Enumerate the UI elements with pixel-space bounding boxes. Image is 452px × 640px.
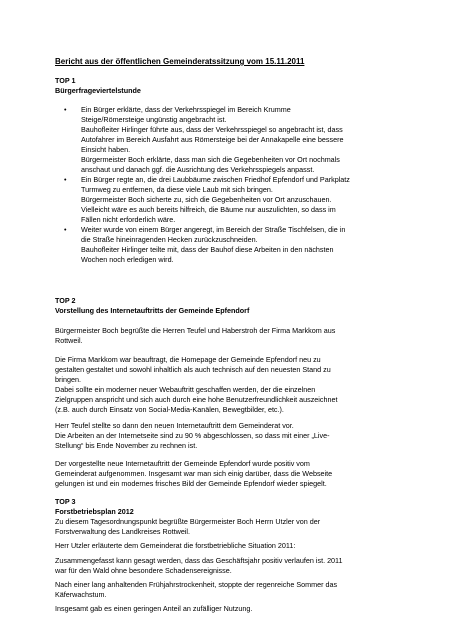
list-item: [55, 225, 400, 265]
paragraph-line: Die Arbeiten an der Internetseite sind zu 90 % abgeschlossen, so dass mit einer „Live-: [55, 431, 330, 440]
item-line: Bürgermeister Boch erklärte, dass man sich die Gegebenheiten vor Ort nochmals: [81, 155, 340, 164]
report-title: Bericht aus der öffentlichen Gemeinderatssitzung vom 15.11.2011: [55, 57, 305, 66]
top1-section: [55, 76, 400, 96]
paragraph-line: gestalten gestaltet und sowohl inhaltlich als auch technisch auf den neuesten Stand zu: [55, 365, 331, 374]
paragraph-line: Herr Teufel stellte so dann den neuen Internetauftritt dem Gemeinderat vor.: [55, 421, 294, 430]
paragraph-line: gelungen ist und ein modernes frisches Bild der Gemeinde Epfendorf wieder spiegelt.: [55, 479, 327, 488]
top3-heading: TOP 3: [55, 497, 76, 506]
paragraph-line: Dabei sollte ein moderner neuer Webauftritt geschaffen werden, der die einzelnen: [55, 385, 316, 394]
item-line: Fällen nicht erforderlich wäre.: [81, 215, 176, 224]
item-line: Bauhofleiter Hirlinger führte aus, dass der Verkehrsspiegel so angebracht ist, dass: [81, 125, 343, 134]
item-line: anschaut und danach ggf. die Ausrichtung des Verkehrsspiegels anpasst.: [81, 165, 315, 174]
bullet-icon: •: [64, 175, 67, 184]
item-line: Ein Bürger regte an, die drei Laubbäume zwischen Friedhof Epfendorf und Parkplatz: [81, 175, 350, 184]
paragraph-line: Gemeinderat aufgenommen. Insgesamt war man sich einig darüber, dass die Webseite: [55, 469, 333, 478]
item-line: Vielleicht wäre es auch bereits hilfreich, die Bäume nur auszulichten, so dass im: [81, 205, 336, 214]
item-line: die Straße hineinragenden Hecken zurückzuschneiden.: [81, 235, 258, 244]
top3-section: [55, 497, 400, 517]
item-line: Einsicht haben.: [81, 145, 131, 154]
list-item: [55, 105, 400, 175]
bullet-icon: •: [64, 105, 67, 114]
paragraph-line: Insgesamt gab es einen geringen Anteil an zufälliger Nutzung.: [55, 604, 253, 613]
top1-bullet-list: [55, 105, 400, 265]
paragraph-line: Stellung“ bis Ende November zu rechnen ist.: [55, 441, 198, 450]
item-line: Ein Bürger erklärte, dass der Verkehrsspiegel im Bereich Krumme: [81, 105, 291, 114]
bullet-icon: •: [64, 225, 67, 234]
top3-subheading: Forstbetriebsplan 2012: [55, 507, 134, 516]
top2-paragraph: [55, 355, 400, 415]
paragraph-line: Nach einer lang anhaltenden Frühjahrstrockenheit, stoppte der regenreiche Sommer das: [55, 580, 338, 589]
paragraph-line: war für den Wald ohne besondere Schadensereignisse.: [55, 566, 232, 575]
top1-heading: TOP 1: [55, 76, 76, 85]
top3-paragraph: [55, 556, 400, 576]
item-line: Steige/Römersteige ungünstig angebracht ist.: [81, 115, 227, 124]
top3-paragraph: [55, 580, 400, 600]
paragraph-line: bringen.: [55, 375, 81, 384]
top3-paragraph: [55, 541, 400, 551]
paragraph-line: Zu diesem Tagesordnungspunkt begrüßte Bürgermeister Boch Herrn Utzler von der: [55, 517, 321, 526]
paragraph-line: Rottweil.: [55, 336, 83, 345]
item-line: Bauhofleiter Hirlinger teilte mit, dass der Bauhof diese Arbeiten in den nächsten: [81, 245, 334, 254]
paragraph-line: Herr Utzler erläuterte dem Gemeinderat die forstbetriebliche Situation 2011:: [55, 541, 296, 550]
item-line: Turmweg zu entfernen, da diese viele Laub mit sich bringen.: [81, 185, 273, 194]
top3-paragraph: [55, 517, 400, 537]
top2-heading: TOP 2: [55, 296, 76, 305]
top3-paragraph: [55, 604, 400, 614]
paragraph-line: Käferwachstum.: [55, 590, 107, 599]
list-item: [55, 175, 400, 225]
item-line: Autofahrer im Bereich Ausfahrt aus Römersteige bei der Annakapelle eine bessere: [81, 135, 344, 144]
item-line: Weiter wurde von einem Bürger angeregt, im Bereich der Straße Tischfelsen, die in: [81, 225, 346, 234]
top2-paragraph: [55, 326, 400, 346]
top2-subheading: Vorstellung des Internetauftritts der Gemeinde Epfendorf: [55, 306, 250, 315]
top1-subheading: Bürgerfrageviertelstunde: [55, 86, 141, 95]
paragraph-line: Forstverwaltung des Landkreises Rottweil.: [55, 527, 191, 536]
paragraph-line: Bürgermeister Boch begrüßte die Herren Teufel und Haberstroh der Firma Markkom aus: [55, 326, 336, 335]
item-line: Wochen noch erledigen wird.: [81, 255, 174, 264]
paragraph-line: Der vorgestellte neue Internetauftritt der Gemeinde Epfendorf wurde positiv vom: [55, 459, 310, 468]
paragraph-line: Die Firma Markkom war beauftragt, die Homepage der Gemeinde Epfendorf neu zu: [55, 355, 321, 364]
top2-paragraph: [55, 459, 400, 489]
paragraph-line: Zielgruppen anspricht und sich auch durch eine hohe Benutzerfreundlichkeit auszeichnet: [55, 395, 338, 404]
top2-section: [55, 296, 400, 316]
paragraph-line: Zusammengefasst kann gesagt werden, dass das Geschäftsjahr positiv verlaufen ist. 2011: [55, 556, 343, 565]
paragraph-line: (z.B. auch durch Einsatz von Social-Media-Kanälen, Bewegtbilder, etc.).: [55, 405, 284, 414]
top2-paragraph: [55, 421, 400, 451]
item-line: Bürgermeister Boch sicherte zu, sich die Gegebenheiten vor Ort anzuschauen.: [81, 195, 332, 204]
